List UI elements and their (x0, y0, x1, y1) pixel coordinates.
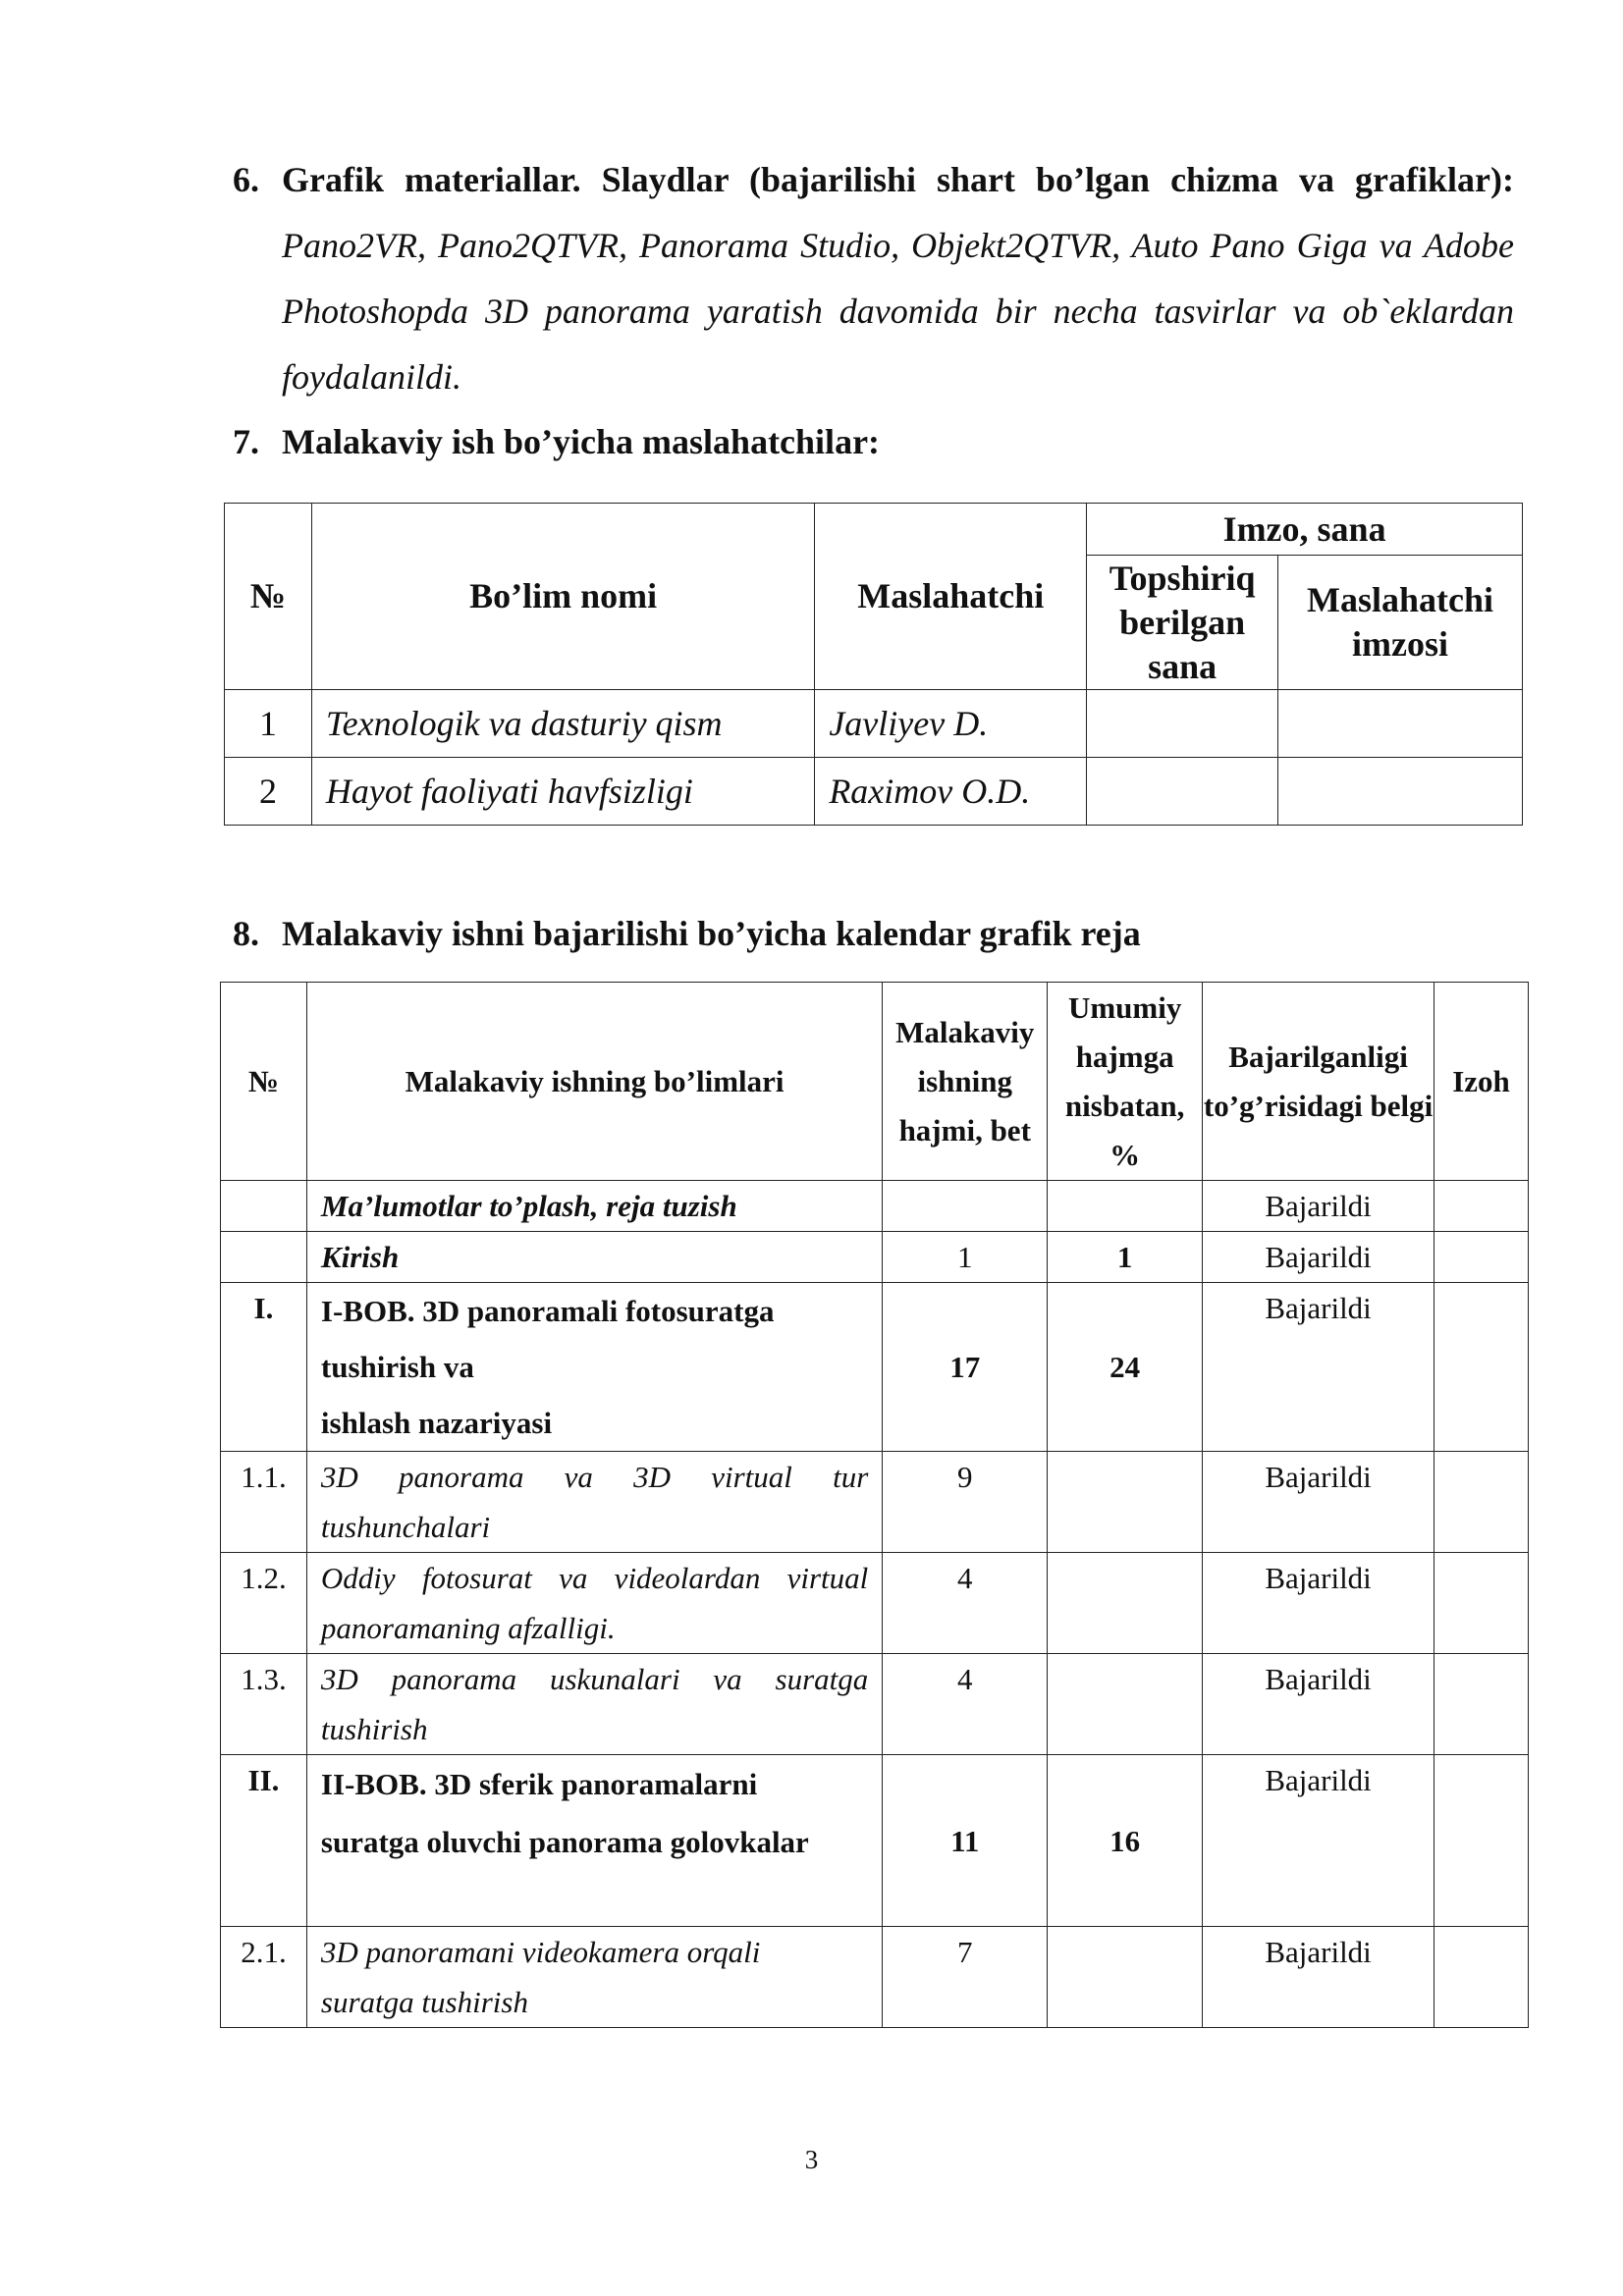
row-title-line: Ma’lumotlar to’plash, reja tuzish (320, 1189, 737, 1223)
consultant-advisor: Raximov O.D. (815, 758, 1087, 826)
row-pages: 7 (883, 1927, 1048, 2028)
item6-text: Pano2VR, Pano2QTVR, Panorama Studio, Objekt2QTVR, Auto Pano Giga va Adobe Photoshopda 3D panorama yaratish davomida bir necha tasvirlar va ob`eklardan foydalanildi. (282, 226, 1514, 397)
consultant-assigned (1087, 758, 1278, 826)
row-percent (1048, 1654, 1203, 1755)
row-title-line: II-BOB. 3D sferik panoramalarni (320, 1767, 758, 1801)
row-pages: 17 (883, 1283, 1048, 1452)
row-pages: 4 (883, 1553, 1048, 1654)
item6-lead: Grafik materiallar. Slaydlar (bajarilishi shart bo’lgan chizma va grafiklar): (282, 160, 1514, 199)
row-title (306, 1927, 882, 2028)
row-title-line: tushirish va (320, 1350, 474, 1384)
row-no: 1.2. (221, 1553, 307, 1654)
row-status: Bajarildi (1203, 1654, 1434, 1755)
row-note (1434, 1553, 1529, 1654)
consultants-header-advisor-sign: Maslahatchi imzosi (1278, 556, 1523, 690)
row-note (1434, 1927, 1529, 2028)
consultants-table (224, 503, 1523, 826)
row-title-line: 3D panoramani videokamera orqali (320, 1935, 761, 1969)
row-title-line: Oddiy fotosurat va videolardan virtual (320, 1561, 869, 1595)
row-percent (1048, 1553, 1203, 1654)
row-status: Bajarildi (1203, 1927, 1434, 2028)
row-title (306, 1755, 882, 1927)
item7-number: 7. (233, 422, 259, 461)
table-row (221, 1654, 1529, 1755)
calendar-header-parts: Malakaviy ishning bo’limlari (306, 983, 882, 1181)
table-row (225, 690, 1523, 758)
row-title-line: 3D panorama uskunalari va suratga (320, 1662, 869, 1696)
row-percent (1048, 1927, 1203, 2028)
table-row (225, 758, 1523, 826)
calendar-header-pages: Malakaviy ishning hajmi, bet (883, 983, 1048, 1181)
row-note (1434, 1283, 1529, 1452)
consultant-assigned (1087, 690, 1278, 758)
row-title-line: panoramaning afzalligi. (320, 1611, 616, 1645)
row-no: 1.3. (221, 1654, 307, 1755)
consultants-header-assigned: Topshiriq berilgan sana (1087, 556, 1278, 690)
row-status: Bajarildi (1203, 1452, 1434, 1553)
row-no: 1.1. (221, 1452, 307, 1553)
consultants-header-signature-date: Imzo, sana (1087, 504, 1523, 556)
row-status: Bajarildi (1203, 1181, 1434, 1232)
row-no (221, 1232, 307, 1283)
row-percent: 16 (1048, 1755, 1203, 1927)
row-title (306, 1452, 882, 1553)
table-row (221, 1553, 1529, 1654)
consultant-advisor: Javliyev D. (815, 690, 1087, 758)
row-percent: 1 (1048, 1232, 1203, 1283)
row-title-line: tushirish (320, 1712, 428, 1746)
item6-number: 6. (233, 160, 259, 199)
calendar-header-percent: Umumiy hajmga nisbatan, % (1048, 983, 1203, 1181)
row-title (306, 1654, 882, 1755)
row-percent: 24 (1048, 1283, 1203, 1452)
row-status: Bajarildi (1203, 1283, 1434, 1452)
table-row (221, 1452, 1529, 1553)
row-title (306, 1181, 882, 1232)
row-title-line: suratga tushirish (320, 1985, 528, 2019)
page-number: 3 (804, 2145, 819, 2174)
consultant-section: Texnologik va dasturiy qism (311, 690, 814, 758)
calendar-table (220, 982, 1529, 2028)
row-title-line: I-BOB. 3D panoramali fotosuratga (320, 1294, 775, 1328)
row-no: 2.1. (221, 1927, 307, 2028)
consultant-no: 1 (225, 690, 312, 758)
row-pages: 1 (883, 1232, 1048, 1283)
row-title-line: Kirish (320, 1240, 400, 1274)
table-row (221, 1927, 1529, 2028)
calendar-header-status: Bajarilganligi to’g’risidagi belgi (1203, 983, 1434, 1181)
item7-title: Malakaviy ish bo’yicha maslahatchilar: (282, 422, 881, 461)
row-pages: 9 (883, 1452, 1048, 1553)
row-status: Bajarildi (1203, 1232, 1434, 1283)
row-note (1434, 1654, 1529, 1755)
row-title (306, 1232, 882, 1283)
row-status: Bajarildi (1203, 1755, 1434, 1927)
row-pages: 4 (883, 1654, 1048, 1755)
consultant-section: Hayot faoliyati havfsizligi (311, 758, 814, 826)
row-no (221, 1181, 307, 1232)
table-row (221, 1232, 1529, 1283)
item8-number: 8. (233, 914, 259, 953)
consultant-no: 2 (225, 758, 312, 826)
item6-paragraph (282, 147, 1514, 410)
consultant-sign (1278, 758, 1523, 826)
row-title (306, 1283, 882, 1452)
row-note (1434, 1181, 1529, 1232)
consultants-header-advisor: Maslahatchi (815, 504, 1087, 690)
table-row (221, 1755, 1529, 1927)
calendar-header-no: № (221, 983, 307, 1181)
row-title-line: suratga oluvchi panorama golovkalar (320, 1825, 809, 1859)
table-row (221, 1181, 1529, 1232)
row-title-line: 3D panorama va 3D virtual tur (320, 1460, 869, 1494)
row-title-line: ishlash nazariyasi (320, 1406, 553, 1440)
row-status: Bajarildi (1203, 1553, 1434, 1654)
row-pages: 11 (883, 1755, 1048, 1927)
calendar-header-note: Izoh (1434, 983, 1529, 1181)
consultants-header-section: Bo’lim nomi (311, 504, 814, 690)
row-note (1434, 1452, 1529, 1553)
row-percent (1048, 1181, 1203, 1232)
row-no: II. (221, 1755, 307, 1927)
row-no: I. (221, 1283, 307, 1452)
item8-title: Malakaviy ishni bajarilishi bo’yicha kalendar grafik reja (282, 914, 1141, 953)
row-note (1434, 1232, 1529, 1283)
row-percent (1048, 1452, 1203, 1553)
table-row (221, 1283, 1529, 1452)
consultants-header-no: № (225, 504, 312, 690)
row-title-line: tushunchalari (320, 1510, 491, 1544)
consultant-sign (1278, 690, 1523, 758)
row-title (306, 1553, 882, 1654)
row-pages (883, 1181, 1048, 1232)
row-note (1434, 1755, 1529, 1927)
